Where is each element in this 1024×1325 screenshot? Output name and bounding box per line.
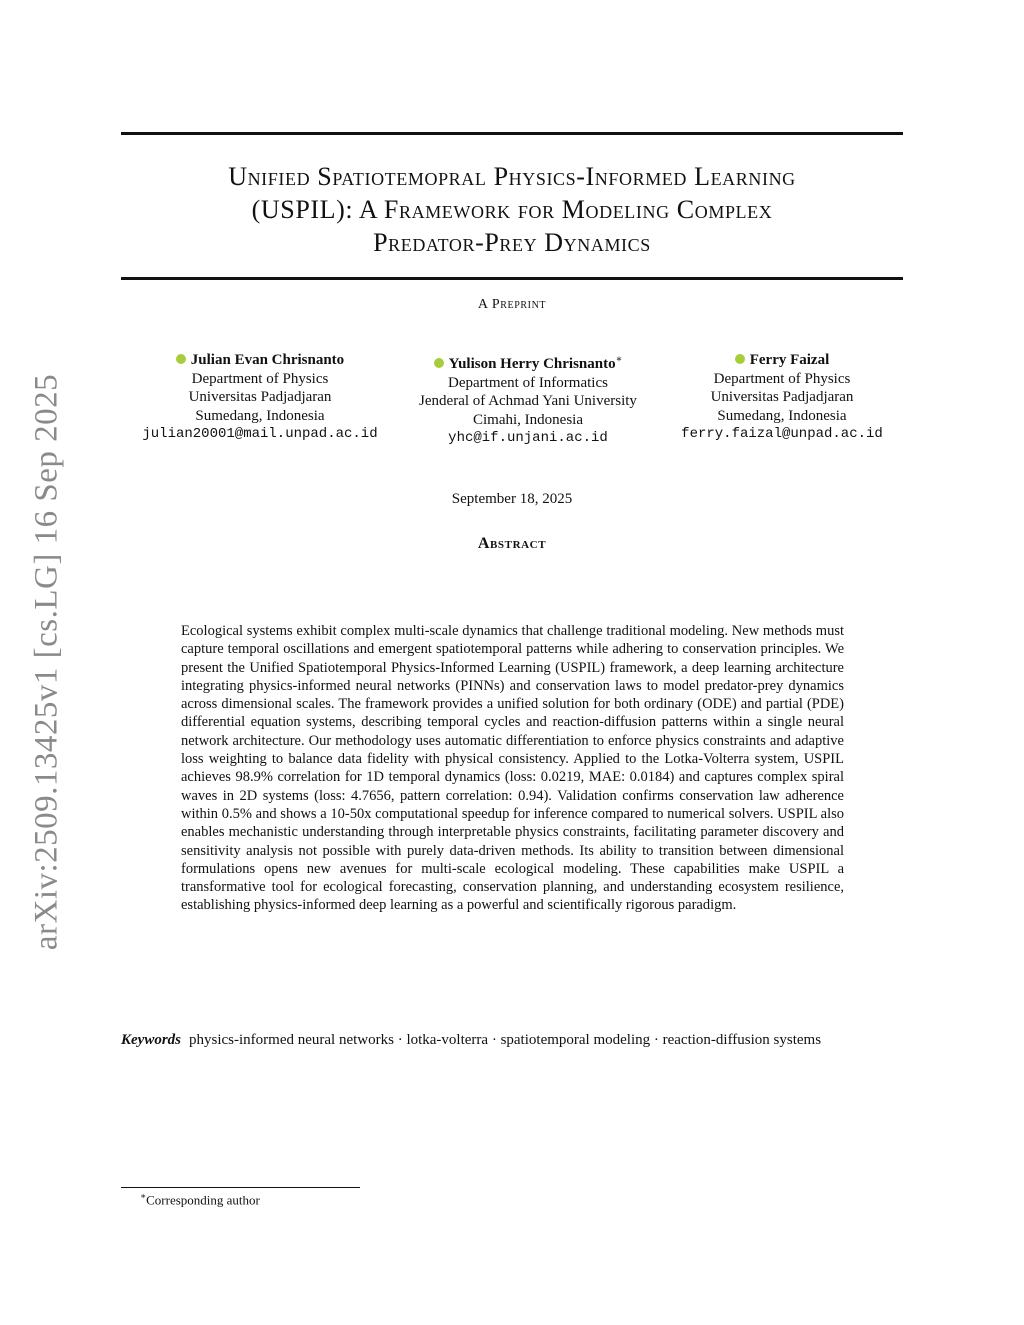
author-department: Department of Informatics: [448, 374, 608, 391]
footnote: [140, 1191, 260, 1208]
author-department: Department of Physics: [191, 370, 329, 387]
title-bottom-rule: [121, 277, 903, 280]
author-location: Cimahi, Indonesia: [473, 411, 583, 428]
author-name: Yulison Herry Chrisnanto∗: [400, 351, 656, 374]
abstract-text: Ecological systems exhibit complex multi-scale dynamics that challenge traditional modeling. New methods must capture temporal oscillations and emergent spatiotemporal patterns while adhering to conservation principles. We present the Unified Spatiotemporal Physics-Informed Learning (USPIL) framework, a deep learning architecture integrating physics-informed neural networks (PINNs) and conservation laws to model predator-prey dynamics across dimensional scales. The framework provides a unified solution for both ordinary (ODE) and partial (PDE) differential equation systems, describing temporal cycles and reaction-diffusion patterns within a single neural network architecture. Our methodology uses automatic differentiation to enforce physics constraints and adaptive loss weighting to balance data fidelity with physical consistency. Applied to the Lotka-Volterra system, USPIL achieves 98.9% correlation for 1D temporal dynamics (loss: 0.0219, MAE: 0.0184) and captures complex spiral waves in 2D systems (loss: 4.7656, pattern correlation: 0.94). Validation confirms conservation law adherence within 0.5% and shows a 10-50x computational speedup for inference compared to numerical solvers. USPIL also enables mechanistic understanding through interpretable physics constraints, facilitating parameter discovery and sensitivity analysis not possible with purely data-driven methods. Its ability to transition between dimensional formulations opens new avenues for multi-scale ecological modeling. These capabilities make USPIL a transformative tool for ecological forecasting, conservation planning, and understanding ecosystem resilience, establishing physics-informed deep learning as a powerful and scientifically rigorous paradigm.: [181, 623, 844, 914]
author-name: Julian Evan Chrisnanto: [136, 351, 384, 370]
author-block-1: [136, 351, 384, 444]
keywords-label: Keywords: [121, 1032, 181, 1048]
publication-date: September 18, 2025: [451, 491, 573, 507]
footnote-text: Corresponding author: [146, 1192, 260, 1208]
footnote-rule: [121, 1187, 360, 1188]
author-name: Ferry Faizal: [670, 351, 894, 370]
paper-title: [121, 160, 903, 259]
author-block-3: [670, 351, 894, 444]
keywords-list: physics-informed neural networks · lotka-volterra · spatiotemporal modeling · reaction-diffusion systems: [189, 1032, 822, 1048]
corresponding-author-marker: ∗: [615, 354, 623, 365]
author-location: Sumedang, Indonesia: [717, 407, 847, 424]
author-email[interactable]: ferry.faizal@unpad.ac.id: [681, 426, 883, 442]
author-department: Department of Physics: [713, 370, 851, 387]
preprint-label: A Preprint: [477, 297, 547, 312]
abstract-heading: Abstract: [477, 535, 547, 552]
title-line-2: (USPIL): A Framework for Modeling Complex: [251, 195, 773, 224]
footnote-marker: ∗: [140, 1191, 147, 1201]
author-location: Sumedang, Indonesia: [195, 407, 325, 424]
title-line-3: Predator-Prey Dynamics: [373, 228, 651, 257]
arxiv-identifier-stamp: arXiv:2509.13425v1 [cs.LG] 16 Sep 2025: [28, 373, 65, 951]
author-email[interactable]: yhc@if.unjani.ac.id: [448, 430, 608, 446]
orcid-icon[interactable]: [735, 354, 745, 364]
title-line-1: Unified Spatiotemopral Physics-Informed Learning: [228, 162, 796, 191]
author-block-2: [400, 351, 656, 448]
keywords-line: [121, 1032, 921, 1049]
author-institution: Universitas Padjadjaran: [710, 389, 854, 405]
title-top-rule: [121, 132, 903, 135]
author-email[interactable]: julian20001@mail.unpad.ac.id: [142, 426, 378, 442]
orcid-icon[interactable]: [434, 358, 444, 368]
author-institution: Jenderal of Achmad Yani University: [419, 393, 637, 409]
orcid-icon[interactable]: [176, 354, 186, 364]
author-institution: Universitas Padjadjaran: [188, 389, 332, 405]
